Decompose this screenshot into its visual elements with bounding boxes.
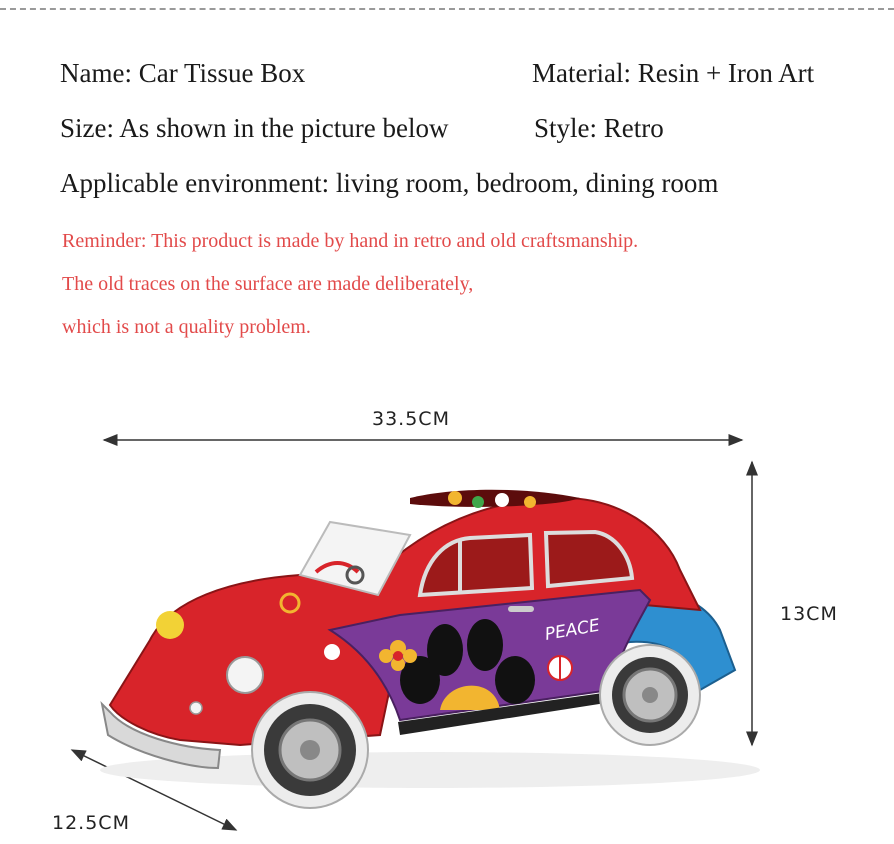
rear-wheel	[600, 645, 700, 745]
reminder-line-2: The old traces on the surface are made deliberately,	[62, 273, 474, 295]
spec-name: Name: Car Tissue Box	[60, 58, 306, 88]
smiley-decal	[156, 611, 184, 639]
peace-decal: PEACE	[543, 615, 602, 645]
reminder-line-1: Reminder: This product is made by hand in retro and old craftsmanship.	[62, 230, 639, 252]
reminder-line-3: which is not a quality problem.	[62, 316, 311, 338]
height-label: 13CM	[780, 603, 838, 625]
length-label: 33.5CM	[372, 408, 450, 430]
front-wheel	[252, 692, 368, 808]
spec-style: Style: Retro	[534, 113, 664, 143]
spec-environment: Applicable environment: living room, bedroom, dining room	[60, 168, 719, 198]
width-label: 12.5CM	[52, 812, 130, 834]
car-illustration	[100, 490, 760, 808]
spec-material: Material: Resin + Iron Art	[532, 58, 815, 88]
headlight	[227, 657, 263, 693]
spec-size: Size: As shown in the picture below	[60, 113, 449, 143]
